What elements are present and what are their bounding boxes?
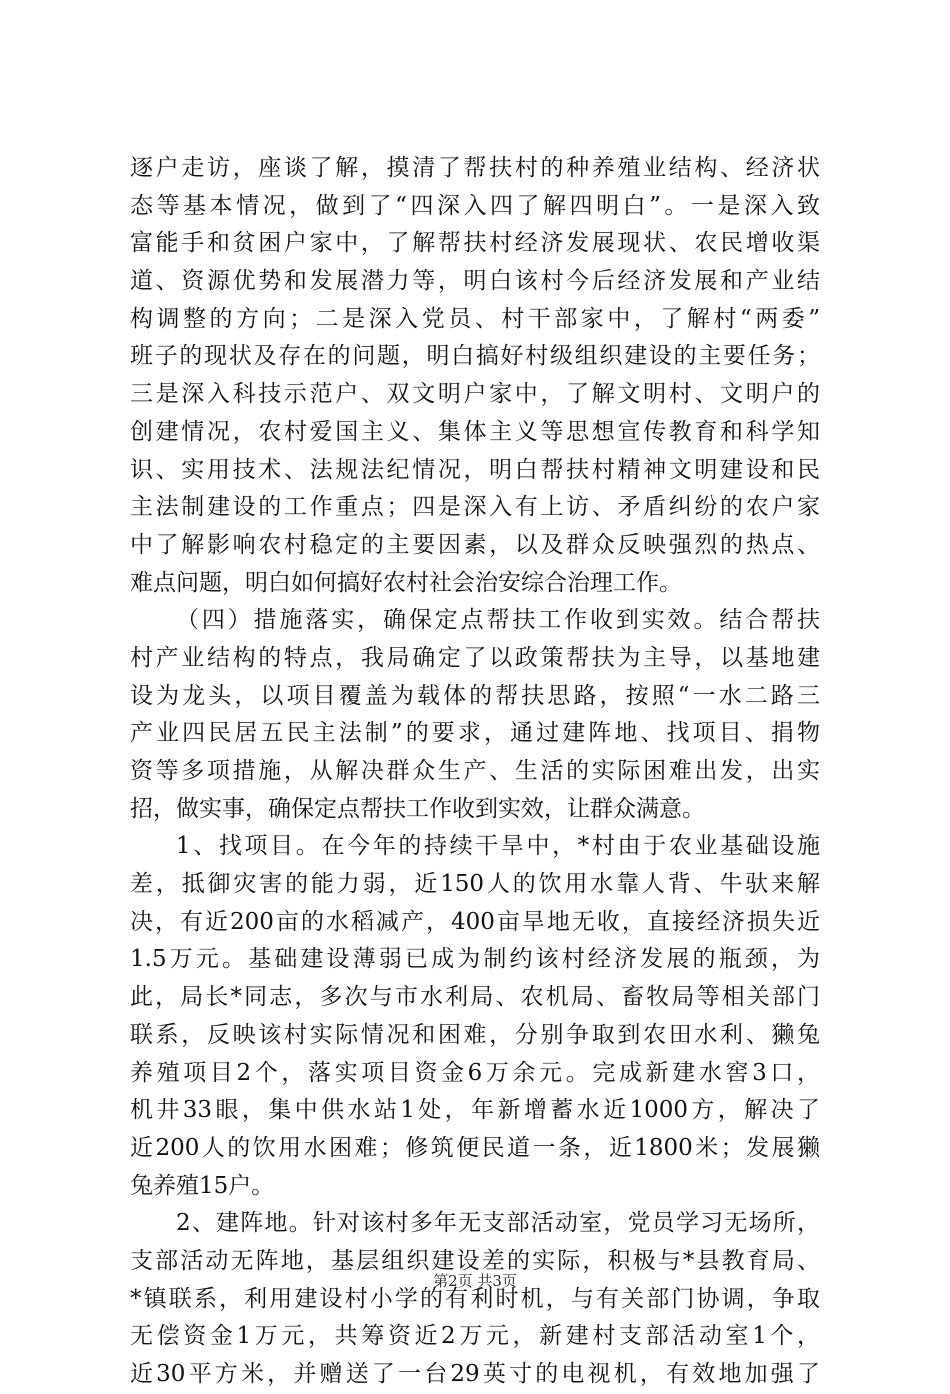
text-line: 机井33眼，集中供水站1处，年新增蓄水近1000方，解决了 bbox=[130, 1097, 820, 1124]
text-line: 道、资源优势和发展潜力等，明白该村今后经济发展和产业结 bbox=[130, 268, 820, 295]
text-line: 创建情况，农村爱国主义、集体主义等思想宣传教育和科学知 bbox=[130, 418, 820, 445]
text-line: 近200人的饮用水困难；修筑便民道一条，近1800米；发展獭 bbox=[130, 1134, 820, 1161]
text-line: 兔养殖15户。 bbox=[130, 1172, 275, 1199]
text-line: 近30平方米，并赠送了一台29英寸的电视机，有效地加强了 bbox=[130, 1361, 820, 1387]
text-line: 资等多项措施，从解决群众生产、生活的实际困难出发，出实 bbox=[130, 758, 820, 784]
text-line: 决，有近200亩的水稻减产，400亩旱地无收，直接经济损失近 bbox=[130, 908, 820, 935]
document-body bbox=[130, 150, 820, 1394]
text-line: 主法制建设的工作重点；四是深入有上访、矛盾纠纷的农户家 bbox=[130, 494, 820, 521]
text-line: （四）措施落实，确保定点帮扶工作收到实效。结合帮扶 bbox=[176, 607, 820, 634]
text-line: 中了解影响农村稳定的主要因素，以及群众反映强烈的热点、 bbox=[130, 531, 820, 558]
text-line: 村产业结构的特点，我局确定了以政策帮扶为主导，以基地建 bbox=[130, 644, 820, 671]
text-line: 构调整的方向；二是深入党员、村干部家中，了解村“两委” bbox=[130, 305, 820, 332]
text-line: 识、实用技术、法规法纪情况，明白帮扶村精神文明建设和民 bbox=[130, 456, 820, 483]
text-line: 养殖项目2个，落实项目资金6万余元。完成新建水窖3口， bbox=[130, 1059, 820, 1086]
text-line: 产业四民居五民主法制”的要求，通过建阵地、找项目、捐物 bbox=[130, 720, 820, 747]
page-footer: 第2页 共3页 bbox=[433, 1272, 517, 1290]
text-line: 班子的现状及存在的问题，明白搞好村级组织建设的主要任务； bbox=[130, 343, 820, 370]
text-line: 2、建阵地。针对该村多年无支部活动室，党员学习无场所， bbox=[176, 1210, 820, 1237]
text-line: 支部活动无阵地，基层组织建设差的实际，积极与*县教育局、 bbox=[130, 1247, 820, 1274]
text-line: 1、找项目。在今年的持续干旱中，*村由于农业基础设施 bbox=[176, 833, 820, 860]
text-line: 逐户走访，座谈了解，摸清了帮扶村的种养殖业结构、经济状 bbox=[130, 155, 820, 181]
text-line: 差，抵御灾害的能力弱，近150人的饮用水靠人背、牛驮来解 bbox=[130, 871, 820, 898]
text-line: 无偿资金1万元，共筹资近2万元，新建村支部活动室1个， bbox=[130, 1323, 820, 1350]
text-line: 富能手和贫困户家中，了解帮扶村经济发展现状、农民增收渠 bbox=[130, 230, 820, 257]
text-line: 难点问题，明白如何搞好农村社会治安综合治理工作。 bbox=[130, 569, 682, 596]
text-line: 此，局长*同志，多次与市水利局、农机局、畜牧局等相关部门 bbox=[130, 984, 820, 1011]
text-line: 1.5万元。基础建设薄弱已成为制约该村经济发展的瓶颈，为 bbox=[130, 946, 820, 973]
text-line: 态等基本情况，做到了“四深入四了解四明白”。一是深入致 bbox=[130, 192, 820, 219]
text-line: 招，做实事，确保定点帮扶工作收到实效，让群众满意。 bbox=[130, 795, 705, 822]
text-line: *镇联系，利用建设村小学的有利时机，与有关部门协调，争取 bbox=[130, 1285, 820, 1312]
text-line: 设为龙头，以项目覆盖为载体的帮扶思路，按照“一水二路三 bbox=[130, 682, 820, 709]
text-line: 三是深入科技示范户、双文明户家中，了解文明村、文明户的 bbox=[130, 381, 820, 408]
text-line: 联系，反映该村实际情况和困难，分别争取到农田水利、獭兔 bbox=[130, 1021, 820, 1048]
